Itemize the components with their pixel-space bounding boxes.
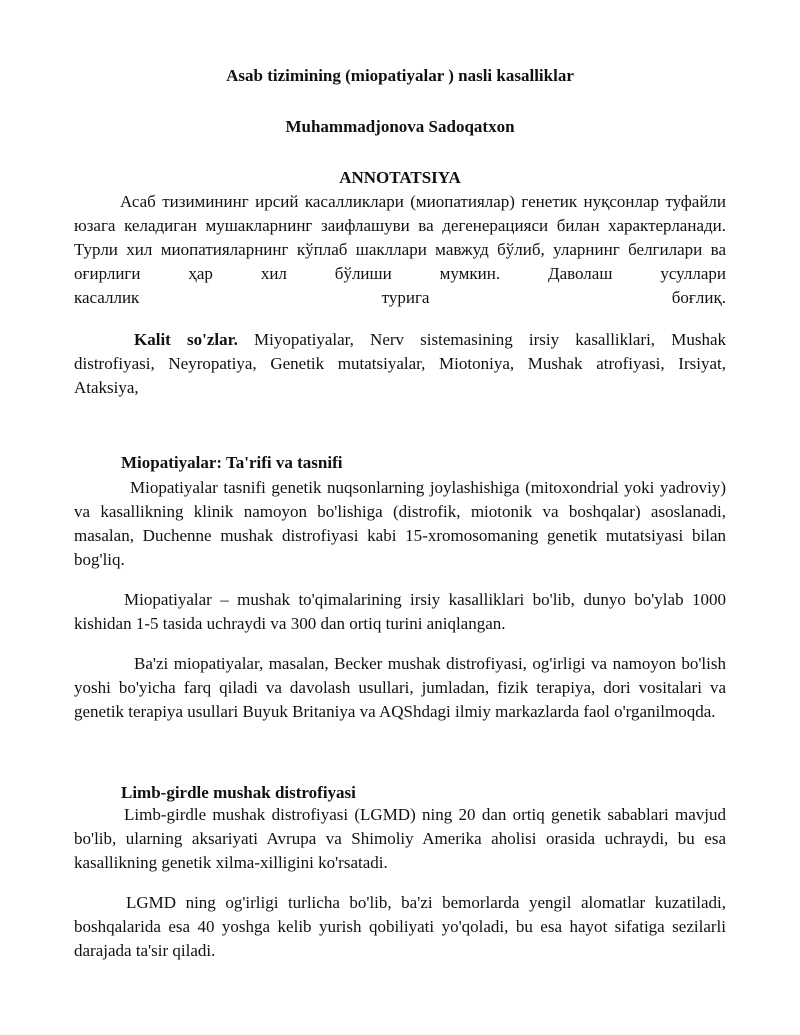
keywords-text: Miyopatiyalar, Nerv sistemasining irsiy kasalliklari, Mushak distrofiyasi, Neyropatiya, Genetik mutatsiyalar, Miotoniya, Mushak atrofiyasi, Irsiyat, Ataksiya, bbox=[74, 330, 726, 397]
document-title: Asab tizimining (miopatiyalar ) nasli kasalliklar bbox=[226, 66, 574, 85]
annotation-paragraph bbox=[74, 190, 726, 310]
keywords-paragraph bbox=[74, 328, 726, 400]
section1-paragraph-2: Miopatiyalar – mushak to'qimalarining irsiy kasalliklari bo'lib, dunyo bo'ylab 1000 kishidan 1-5 tasida uchraydi va 300 dan ortiq turini aniqlangan. bbox=[74, 590, 726, 633]
section-heading-lgmd: Limb-girdle mushak distrofiyasi bbox=[121, 783, 356, 802]
author-name: Muhammadjonova Sadoqatxon bbox=[285, 117, 515, 136]
section1-paragraph-1: Miopatiyalar tasnifi genetik nuqsonlarning joylashishiga (mitoxondrial yoki yadroviy) va kasallikning klinik namoyon bo'lishiga (distrofik, miotonik va boshqalar) asoslanadi, masalan, Duchenne mushak distrofiyasi kabi 15-xromosomaning genetik mutatsiyasi bilan bog'liq. bbox=[74, 478, 726, 569]
annotation-text-last: касаллик турига боғлиқ. bbox=[74, 288, 726, 307]
section2-paragraph-2: LGMD ning og'irligi turlicha bo'lib, ba'zi bemorlarda yengil alomatlar kuzatiladi, boshqalarida esa 40 yoshga kelib yurish qobiliyati yo'qoladi, bu esa hayot sifatiga sezilarli darajada ta'sir qiladi. bbox=[74, 893, 726, 960]
keywords-label: Kalit so'zlar. bbox=[134, 330, 238, 349]
section1-paragraph-3: Ba'zi miopatiyalar, masalan, Becker mushak distrofiyasi, og'irligi va namoyon bo'lish yoshi bo'yicha farq qiladi va davolash usullari, jumladan, fizik terapiya, dori vositalari va genetik terapiya usullari Buyuk Britaniya va AQShdagi ilmiy markazlarda faol o'rganilmoqda. bbox=[74, 654, 726, 721]
section2-paragraph-1: Limb-girdle mushak distrofiyasi (LGMD) ning 20 dan ortiq genetik sabablari mavjud bo'lib, ularning aksariyati Avrupa va Shimoliy Amerika aholisi orasida uchraydi, bu esa kasallikning genetik xilma-xilligini ko'rsatadi. bbox=[74, 805, 726, 872]
annotation-text-main: Асаб тизимининг ирсий касалликлари (миопатиялар) генетик нуқсонлар туфайли юзага келадиган мушакларнинг заифлашуви ва дегенерацияси билан характерланади. Турли хил миопатияларнинг кўплаб шакллари мавжуд бўлиб, уларнинг белгилари ва оғирлиги ҳар хил бўлиши мумкин. Даволаш усуллари bbox=[74, 192, 726, 283]
annotation-heading: ANNOTATSIYA bbox=[339, 168, 461, 187]
section-heading-definition: Miopatiyalar: Ta'rifi va tasnifi bbox=[121, 453, 343, 472]
